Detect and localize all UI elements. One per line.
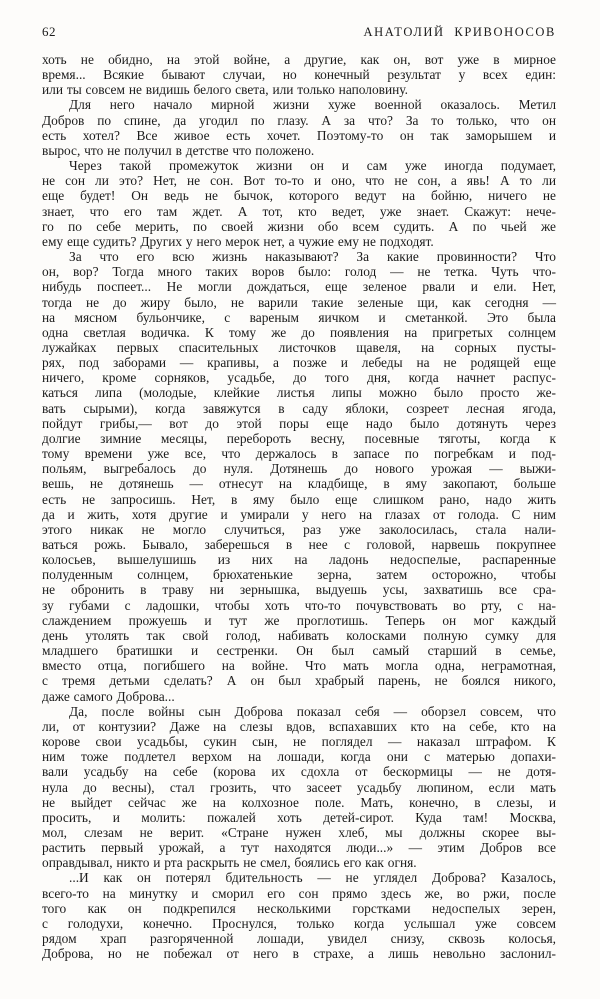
text-line: лужайках первых спасительных листочков щавеля, на сорных пусты- <box>42 339 556 355</box>
text-line: Через такой промежуток жизни он и сам уже иногда подумает, <box>69 158 556 174</box>
text-line: пойдут грибы,— вот до этой поры еще надо было дотянуть через <box>42 415 556 431</box>
text-line: каться липа (молодые, клейкие листья липы можно было просто же- <box>42 385 556 401</box>
text-line: ничего, кроме сорняков, усадьбе, до того дня, когда начнет распус- <box>42 370 556 386</box>
text-line: вали усадьбу на себе (корова их сдохла от бескормицы — не дотя- <box>42 764 556 780</box>
text-line: даже самого Доброва... <box>42 688 175 704</box>
text-line: ...И как он потерял бдительность — не углядел Доброва? Казалось, <box>69 870 556 886</box>
paragraph <box>42 158 556 249</box>
paragraph <box>42 97 556 158</box>
text-line: Добров по спине, да угодил по глазу. А за что? За то только, что он <box>42 112 556 128</box>
text-line: есть хотел? Все живое есть хочет. Поэтому-то он так заморышем и <box>42 127 556 143</box>
text-line: тогда не до жиру было, не варили такие зеленые щи, как сегодня — <box>42 294 556 310</box>
paragraph <box>42 870 556 961</box>
text-line: оправдывал, никто и рта раскрыть не смел, боялись его как огня. <box>42 855 417 871</box>
text-line: есть не запросишь. Нет, в яму было еще слишком рано, надо жить <box>42 491 556 507</box>
text-line: зу губами с ладошки, чтобы хоть что-то почувствовать во рту, с на- <box>42 597 556 613</box>
text-line: с тремя детьми сделать? А он был храбрый парень, не боялся никого, <box>42 673 556 689</box>
text-line: нибудь поспеет... Не могли дождаться, еще зеленое рвали и ели. Нет, <box>42 279 556 295</box>
text-line: не обронить в траву ни зернышка, выдуешь усы, захватишь все сра- <box>42 582 556 598</box>
paragraph <box>42 704 556 871</box>
text-line: тому времени уже все, что держалось в запасе по погребкам и под- <box>42 446 556 462</box>
text-line: слаждением прожуешь и тут же проглотишь. Теперь он мог каждый <box>42 612 556 628</box>
text-line: мол, слезам не верит. «Стране нужен хлеб, мы должны скорее вы- <box>42 824 556 840</box>
page-number: 62 <box>42 24 56 39</box>
text-line: ли, от контузии? Даже на слезы вдов, вспахавших кто на себе, кто на <box>42 718 556 734</box>
text-line: корове свои усадьбы, сукин сын, не поглядел — наказал штрафом. К <box>42 734 556 750</box>
text-line: знает, что его там ждет. А тот, кто ведет, уже знает. Скажут: нече- <box>42 203 556 219</box>
text-line: ему еще судить? Других у него мерок нет, а чужие ему не подходят. <box>42 233 434 249</box>
text-line: просить, и молить: пожалей хоть детей-сирот. Куда там! Москва, <box>42 809 556 825</box>
text-line: да и жить, хотя другие и умирали у него на глазах от голода. С ним <box>42 506 556 522</box>
text-line: с голодухи, конечно. Проснулся, только когда услышал уже совсем <box>42 915 556 931</box>
running-head-author: АНАТОЛИЙ КРИВОНОСОВ <box>363 25 556 39</box>
running-header <box>42 24 556 40</box>
text-line: нула до весны), стал грозить, что засеет усадьбу люпином, если мать <box>42 779 556 795</box>
text-line: растить первый урожай, а тут находятся люди...» — этим Добров все <box>42 840 556 856</box>
text-block <box>42 52 556 961</box>
text-line: Для него начало мирной жизни хуже военной оказалось. Метил <box>69 97 556 113</box>
text-line: еще будет! Он ведь не бычок, которого ведут на бойню, ничего не <box>42 188 556 204</box>
text-line: всего-то на минутку и сморил его сон прямо здесь же, во ржи, после <box>42 885 556 901</box>
text-line: рях, под заборами — крапивы, а позже и лебеды на не родящей еще <box>42 355 556 371</box>
text-line: вместо отца, погибшего на войне. Что мать могла одна, неграмотная, <box>42 658 556 674</box>
text-line: вать сырыми), когда завяжутся в саду яблоки, созреет лесная ягода, <box>42 400 556 416</box>
text-line: Доброва, но не побежал от него в страхе, а лишь невольно заслонил- <box>42 946 556 962</box>
text-line: рядом храп разгоряченной лошади, увидел снизу, сквозь колосья, <box>42 931 556 947</box>
text-line: время... Всякие бывают случаи, но конечный результат у всех един: <box>42 67 556 83</box>
text-line: ним тоже подлетел верхом на лошади, когда они с матерью допахи- <box>42 749 556 765</box>
text-line: полуденным солнцем, брюхатенькие зерна, затем осторожно, чтобы <box>42 567 556 583</box>
text-line: этого никак не могло случиться, раз уже заколосилась, стала нали- <box>42 521 556 537</box>
paragraph <box>42 52 556 97</box>
text-line: колосьев, вышелушишь из них на ладонь недоспелые, распаренные <box>42 552 556 568</box>
text-line: младшего братишки и сестренки. Он был самый старший в семье, <box>42 643 556 659</box>
text-line: го по себе мерить, по своей жизни обо всем судить. А по чьей же <box>42 218 556 234</box>
paragraph <box>42 249 556 704</box>
text-line: на мясном бульончике, с вареным яичком и сметанкой. Это была <box>42 309 556 325</box>
text-line: долгие зимние месяцы, перебороть весну, посевные тяготы, когда к <box>42 430 556 446</box>
text-line: ваться рожь. Бывало, заберешься в нее с головой, нарвешь покрупнее <box>42 537 556 552</box>
text-line: не выйдет сейчас же на колхозное поле. Мать, конечно, в слезы, и <box>42 794 556 810</box>
text-line: или ты совсем не видишь белого света, или только наполовину. <box>42 82 409 98</box>
text-line: не сон ли это? Нет, не сон. Вот то-то и оно, что не сон, а явь! А то ли <box>42 173 556 189</box>
text-line: день утолять так свой голод, набивать колосками полную сумку для <box>42 627 556 643</box>
text-line: Да, после войны сын Доброва показал себя — оборзел совсем, что <box>69 703 556 719</box>
text-line: польям, выгребалось до нуля. Дотянешь до нового урожая — выжи- <box>42 461 556 477</box>
text-line: хоть не обидно, на этой войне, а другие, как он, вот уже в мирное <box>42 52 556 67</box>
text-line: вешь, не дотянешь — отнесут на кладбище, в яму закопают, больше <box>42 476 556 492</box>
text-line: он, вор? Тогда много таких воров было: голод — не тетка. Чуть что- <box>42 264 556 280</box>
text-line: вырос, что не получил в детстве что положено. <box>42 142 315 158</box>
text-line: того как он подкрепился несколькими горстками недоспелых зерен, <box>42 900 556 916</box>
text-line: За что его всю жизнь наказывают? За какие провинности? Что <box>69 249 556 265</box>
text-line: одна светлая водичка. К тому же до появления на пригретых солнцем <box>42 324 556 340</box>
